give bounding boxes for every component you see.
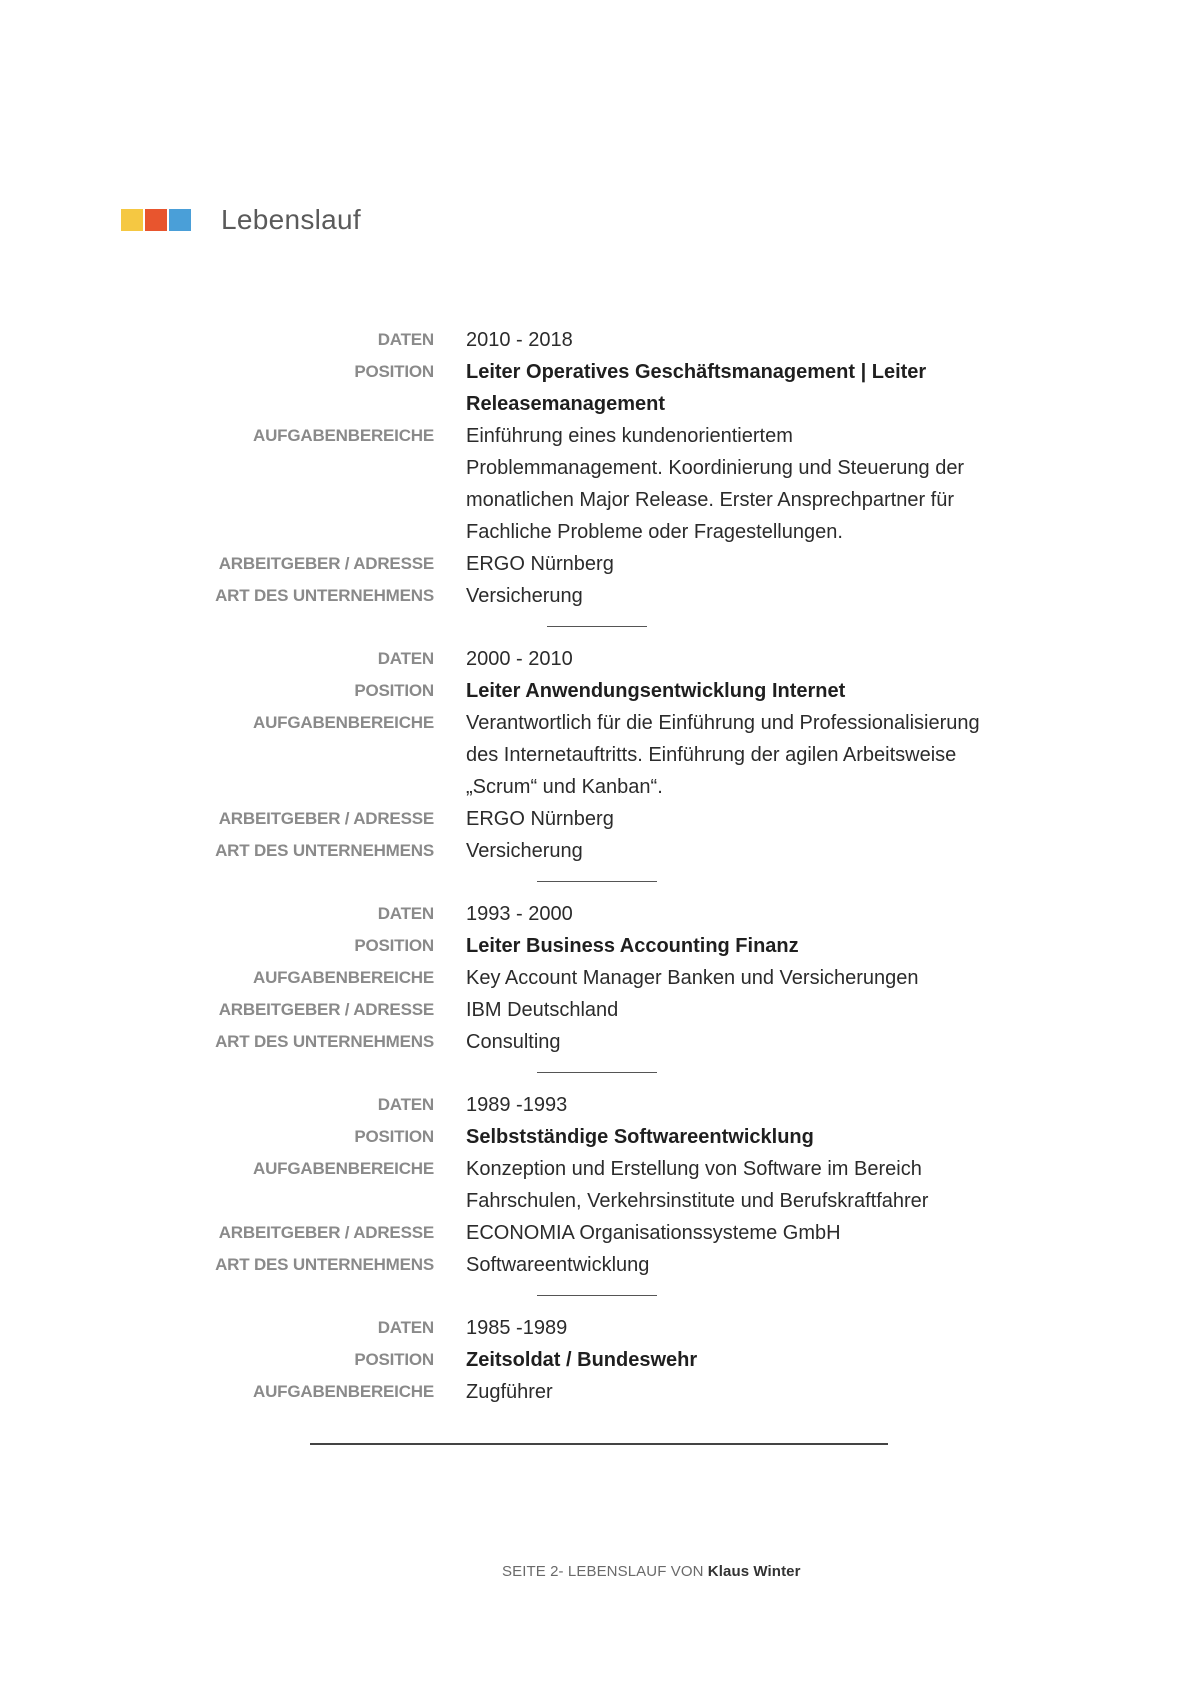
entry-row-daten: [0, 898, 1190, 930]
footer-name: Klaus Winter: [707, 1563, 801, 1580]
yellow-square-icon: [121, 209, 143, 231]
value-aufgaben: Konzeption und Erstellung von Software im Bereich Fahrschulen, Verkehrsinstitute und Berufskraftfahrer: [466, 1158, 929, 1212]
value-art: Versicherung: [466, 585, 583, 607]
label-aufgaben: AUFGABENBEREICHE: [253, 968, 434, 987]
cv-entry: [0, 1089, 1190, 1281]
value-arbeitgeber: IBM Deutschland: [466, 999, 619, 1021]
entry-divider: [547, 626, 647, 627]
entry-row-arbeitgeber: [0, 803, 1190, 835]
entry-divider: [537, 881, 657, 882]
value-daten: 1993 - 2000: [466, 903, 573, 925]
color-squares-logo: [121, 209, 191, 231]
value-arbeitgeber: ECONOMIA Organisationssysteme GmbH: [466, 1222, 841, 1244]
entry-row-daten: [0, 1312, 1190, 1344]
entry-row-aufgaben: [0, 707, 1190, 803]
value-art: Softwareentwicklung: [466, 1254, 650, 1276]
entry-row-aufgaben: [0, 962, 1190, 994]
value-position: Selbstständige Softwareentwicklung: [466, 1126, 814, 1148]
label-daten: DATEN: [377, 649, 434, 668]
value-aufgaben: Zugführer: [466, 1381, 553, 1403]
entry-row-aufgaben: [0, 1153, 1190, 1217]
entry-row-art: [0, 835, 1190, 867]
entry-row-arbeitgeber: [0, 548, 1190, 580]
value-aufgaben: Verantwortlich für die Einführung und Professionalisierung des Internetauftritts. Einführung der agilen Arbeitsweise „Scrum“ und Kanban“.: [466, 712, 980, 798]
label-position: POSITION: [354, 681, 434, 700]
cv-entry: [0, 898, 1190, 1058]
label-position: POSITION: [354, 1127, 434, 1146]
value-daten: 1985 -1989: [466, 1317, 568, 1339]
page-title: Lebenslauf: [221, 204, 362, 235]
entry-divider: [537, 1072, 657, 1073]
label-position: POSITION: [354, 1350, 434, 1369]
entry-row-aufgaben: [0, 420, 1190, 548]
entry-row-position: [0, 930, 1190, 962]
cv-entry: [0, 324, 1190, 612]
entry-row-art: [0, 1026, 1190, 1058]
label-position: POSITION: [354, 936, 434, 955]
value-position: Zeitsoldat / Bundeswehr: [466, 1349, 698, 1371]
entry-divider: [537, 1295, 657, 1296]
orange-square-icon: [145, 209, 167, 231]
label-arbeitgeber: ARBEITGEBER / ADRESSE: [218, 1223, 434, 1242]
label-arbeitgeber: ARBEITGEBER / ADRESSE: [218, 809, 434, 828]
value-art: Consulting: [466, 1031, 561, 1053]
value-arbeitgeber: ERGO Nürnberg: [466, 808, 614, 830]
entry-row-arbeitgeber: [0, 1217, 1190, 1249]
label-aufgaben: AUFGABENBEREICHE: [253, 713, 434, 732]
label-art: ART DES UNTERNEHMENS: [215, 1255, 434, 1274]
label-art: ART DES UNTERNEHMENS: [215, 841, 434, 860]
label-aufgaben: AUFGABENBEREICHE: [253, 1382, 434, 1401]
value-aufgaben: Einführung eines kundenorientiertem Problemmanagement. Koordinierung und Steuerung der monatlichen Major Release. Erster Ansprechpartner für Fachliche Probleme oder Fragestellungen.: [466, 425, 965, 543]
label-arbeitgeber: ARBEITGEBER / ADRESSE: [218, 554, 434, 573]
cv-entry: [0, 1312, 1190, 1408]
label-daten: DATEN: [377, 1318, 434, 1337]
label-aufgaben: AUFGABENBEREICHE: [253, 1159, 434, 1178]
value-position: Leiter Business Accounting Finanz: [466, 935, 799, 957]
page-header: [121, 200, 361, 240]
entry-row-position: [0, 675, 1190, 707]
cv-entry: [0, 643, 1190, 867]
entry-row-daten: [0, 324, 1190, 356]
entry-row-position: [0, 356, 1190, 420]
value-arbeitgeber: ERGO Nürnberg: [466, 553, 614, 575]
page-footer: [502, 1563, 801, 1580]
entry-row-position: [0, 1344, 1190, 1376]
value-daten: 2000 - 2010: [466, 648, 573, 670]
value-daten: 2010 - 2018: [466, 329, 573, 351]
value-aufgaben: Key Account Manager Banken und Versicherungen: [466, 967, 919, 989]
final-divider: [310, 1443, 888, 1445]
value-position: Leiter Operatives Geschäftsmanagement | Leiter Releasemanagement: [466, 361, 927, 415]
entry-row-aufgaben: [0, 1376, 1190, 1408]
label-aufgaben: AUFGABENBEREICHE: [253, 426, 434, 445]
entry-row-art: [0, 580, 1190, 612]
entry-row-position: [0, 1121, 1190, 1153]
value-position: Leiter Anwendungsentwicklung Internet: [466, 680, 846, 702]
label-daten: DATEN: [377, 1095, 434, 1114]
label-art: ART DES UNTERNEHMENS: [215, 1032, 434, 1051]
entry-row-art: [0, 1249, 1190, 1281]
value-daten: 1989 -1993: [466, 1094, 568, 1116]
label-arbeitgeber: ARBEITGEBER / ADRESSE: [218, 1000, 434, 1019]
cv-entries: [0, 324, 1190, 1408]
entry-row-daten: [0, 1089, 1190, 1121]
label-daten: DATEN: [377, 904, 434, 923]
label-position: POSITION: [354, 362, 434, 381]
label-art: ART DES UNTERNEHMENS: [215, 586, 434, 605]
label-daten: DATEN: [377, 330, 434, 349]
entry-row-arbeitgeber: [0, 994, 1190, 1026]
blue-square-icon: [169, 209, 191, 231]
footer-prefix: SEITE 2- LEBENSLAUF VON: [502, 1563, 708, 1580]
entry-row-daten: [0, 643, 1190, 675]
value-art: Versicherung: [466, 840, 583, 862]
